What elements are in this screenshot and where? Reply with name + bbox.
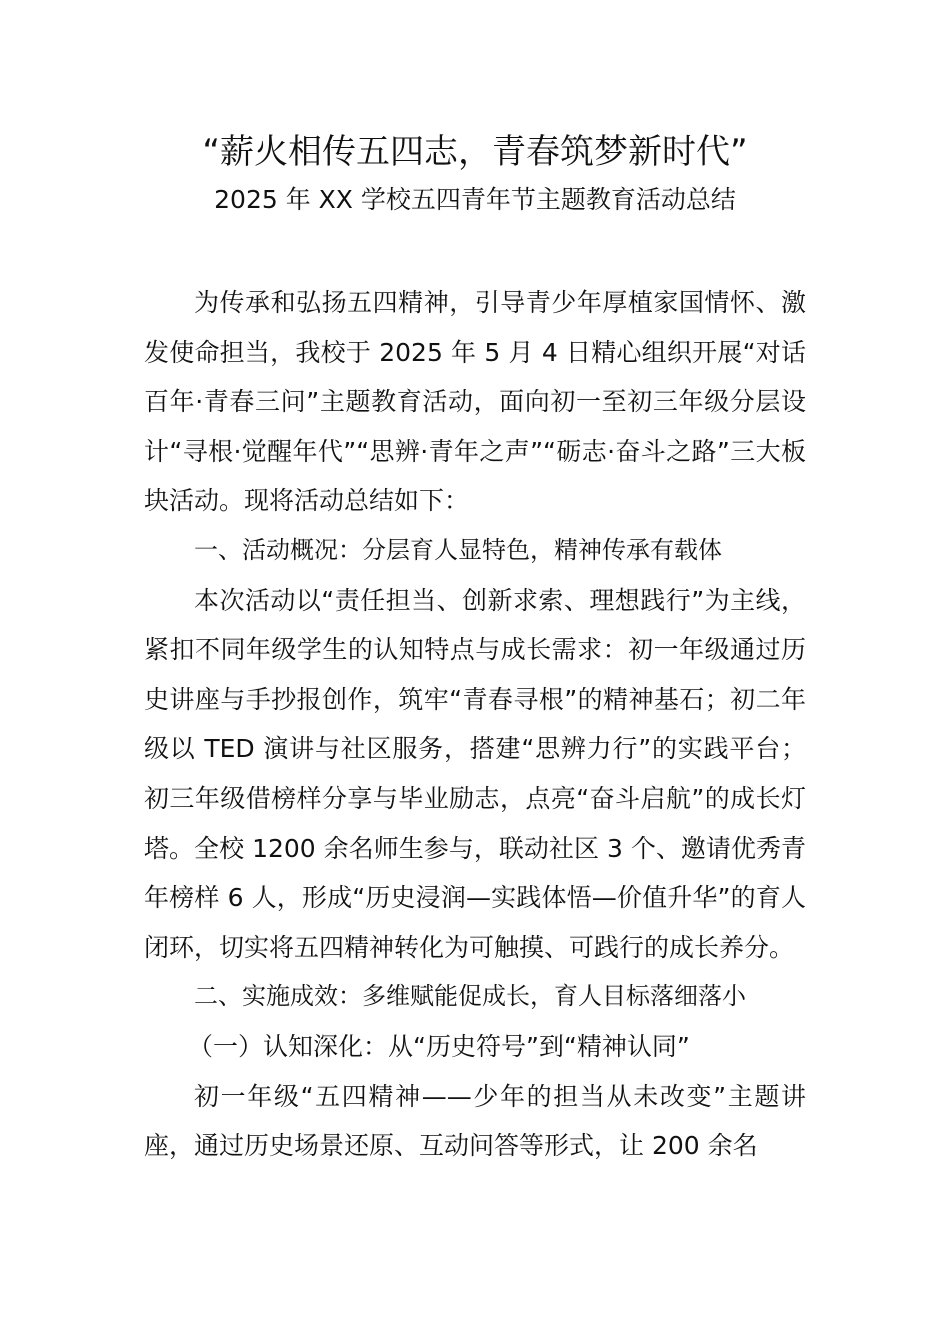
document-title: “薪火相传五四志，青春筑梦新时代” xyxy=(202,132,748,172)
overview-paragraph: 本次活动以“责任担当、创新求索、理想践行”为主线，紧扣不同年级学生的认知特点与成长需求：初一年级通过历史讲座与手抄报创作，筑牢“青春寻根”的精神基石；初二年级以 TED 演讲与社区服务，搭建“思辨力行”的实践平台；初三年级借榜样分享与毕业励志，点亮“奋斗启航”的成长灯塔。全校 1200 余名师生参与，联动社区 3 个、邀请优秀青年榜样 6 人，形成“历史浸润—实践体悟—价值升华”的育人闭环，切实将五四精神转化为可触摸、可践行的成长养分。 xyxy=(144,585,806,962)
document-subtitle: 2025 年 XX 学校五四青年节主题教育活动总结 xyxy=(214,185,736,214)
document-body xyxy=(144,278,806,1171)
subsection-heading-1: （一）认知深化：从“历史符号”到“精神认同” xyxy=(188,1031,690,1061)
section-heading-1: 一、活动概况：分层育人显特色，精神传承有载体 xyxy=(194,535,722,564)
cognition-paragraph: 初一年级“五四精神——少年的担当从未改变”主题讲座，通过历史场景还原、互动问答等形式，让 200 余名 xyxy=(144,1081,806,1161)
section-heading-2: 二、实施成效：多维赋能促成长，育人目标落细落小 xyxy=(194,982,746,1011)
intro-paragraph: 为传承和弘扬五四精神，引导青少年厚植家国情怀、激发使命担当，我校于 2025 年 5 月 4 日精心组织开展“对话百年·青春三问”主题教育活动，面向初一至初三年级分层设计“寻根·觉醒年代”“思辨·青年之声”“砺志·奋斗之路”三大板块活动。现将活动总结如下： xyxy=(144,288,806,516)
